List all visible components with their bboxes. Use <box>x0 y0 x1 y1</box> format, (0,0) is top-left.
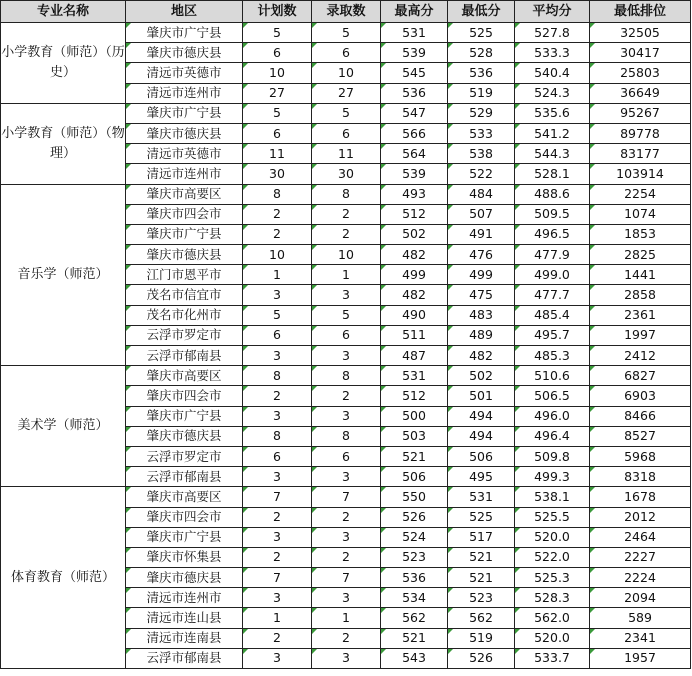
admitted-cell: 1 <box>312 265 381 285</box>
min-rank-cell: 2227 <box>590 547 691 567</box>
region-cell: 江门市恩平市 <box>126 265 243 285</box>
max-score-cell: 521 <box>381 628 448 648</box>
avg-score-cell: 528.3 <box>515 588 590 608</box>
planned-cell: 8 <box>243 366 312 386</box>
major-name-cell: 小学教育（师范）（历史） <box>1 23 126 104</box>
planned-cell: 2 <box>243 507 312 527</box>
admitted-cell: 3 <box>312 648 381 668</box>
avg-score-cell: 540.4 <box>515 63 590 83</box>
max-score-cell: 511 <box>381 325 448 345</box>
planned-cell: 2 <box>243 204 312 224</box>
planned-cell: 2 <box>243 628 312 648</box>
min-rank-cell: 1441 <box>590 265 691 285</box>
admitted-cell: 2 <box>312 386 381 406</box>
table-row <box>1 103 691 123</box>
avg-score-cell: 535.6 <box>515 103 590 123</box>
max-score-cell: 502 <box>381 224 448 244</box>
region-cell: 肇庆市德庆县 <box>126 43 243 63</box>
admitted-cell: 5 <box>312 23 381 43</box>
region-cell: 清远市连州市 <box>126 164 243 184</box>
max-score-cell: 531 <box>381 366 448 386</box>
region-cell: 云浮市郁南县 <box>126 648 243 668</box>
planned-cell: 3 <box>243 406 312 426</box>
planned-cell: 6 <box>243 446 312 466</box>
min-rank-cell: 32505 <box>590 23 691 43</box>
max-score-cell: 523 <box>381 547 448 567</box>
region-cell: 肇庆市高要区 <box>126 366 243 386</box>
min-score-cell: 484 <box>448 184 515 204</box>
avg-score-cell: 499.0 <box>515 265 590 285</box>
table-row <box>1 23 691 43</box>
min-score-cell: 475 <box>448 285 515 305</box>
planned-cell: 1 <box>243 608 312 628</box>
max-score-cell: 487 <box>381 346 448 366</box>
header-row <box>1 1 691 23</box>
region-cell: 清远市连南县 <box>126 628 243 648</box>
min-rank-cell: 25803 <box>590 63 691 83</box>
min-score-cell: 519 <box>448 628 515 648</box>
avg-score-cell: 477.9 <box>515 245 590 265</box>
avg-score-cell: 520.0 <box>515 628 590 648</box>
planned-cell: 6 <box>243 325 312 345</box>
min-score-cell: 476 <box>448 245 515 265</box>
min-rank-cell: 2464 <box>590 527 691 547</box>
min-rank-cell: 30417 <box>590 43 691 63</box>
min-score-cell: 519 <box>448 83 515 103</box>
avg-score-cell: 533.7 <box>515 648 590 668</box>
admitted-cell: 30 <box>312 164 381 184</box>
max-score-cell: 539 <box>381 43 448 63</box>
min-rank-cell: 2254 <box>590 184 691 204</box>
header-region: 地区 <box>126 1 243 23</box>
planned-cell: 2 <box>243 386 312 406</box>
region-cell: 肇庆市广宁县 <box>126 406 243 426</box>
min-score-cell: 499 <box>448 265 515 285</box>
max-score-cell: 536 <box>381 83 448 103</box>
region-cell: 云浮市罗定市 <box>126 446 243 466</box>
min-rank-cell: 95267 <box>590 103 691 123</box>
min-rank-cell: 2412 <box>590 346 691 366</box>
admitted-cell: 5 <box>312 103 381 123</box>
admitted-cell: 3 <box>312 406 381 426</box>
admitted-cell: 2 <box>312 204 381 224</box>
planned-cell: 3 <box>243 346 312 366</box>
min-rank-cell: 1074 <box>590 204 691 224</box>
table-row <box>1 366 691 386</box>
admitted-cell: 5 <box>312 305 381 325</box>
region-cell: 肇庆市广宁县 <box>126 23 243 43</box>
min-rank-cell: 83177 <box>590 144 691 164</box>
avg-score-cell: 544.3 <box>515 144 590 164</box>
min-score-cell: 502 <box>448 366 515 386</box>
admitted-cell: 2 <box>312 547 381 567</box>
min-rank-cell: 1853 <box>590 224 691 244</box>
min-rank-cell: 2341 <box>590 628 691 648</box>
max-score-cell: 545 <box>381 63 448 83</box>
planned-cell: 3 <box>243 527 312 547</box>
planned-cell: 10 <box>243 63 312 83</box>
max-score-cell: 521 <box>381 446 448 466</box>
header-avg-score: 平均分 <box>515 1 590 23</box>
region-cell: 肇庆市广宁县 <box>126 527 243 547</box>
max-score-cell: 539 <box>381 164 448 184</box>
max-score-cell: 482 <box>381 245 448 265</box>
max-score-cell: 526 <box>381 507 448 527</box>
max-score-cell: 500 <box>381 406 448 426</box>
avg-score-cell: 496.0 <box>515 406 590 426</box>
region-cell: 云浮市郁南县 <box>126 467 243 487</box>
min-rank-cell: 36649 <box>590 83 691 103</box>
avg-score-cell: 499.3 <box>515 467 590 487</box>
planned-cell: 27 <box>243 83 312 103</box>
region-cell: 肇庆市四会市 <box>126 386 243 406</box>
region-cell: 肇庆市德庆县 <box>126 123 243 143</box>
min-rank-cell: 1678 <box>590 487 691 507</box>
min-rank-cell: 2012 <box>590 507 691 527</box>
max-score-cell: 564 <box>381 144 448 164</box>
admitted-cell: 6 <box>312 325 381 345</box>
region-cell: 肇庆市怀集县 <box>126 547 243 567</box>
min-score-cell: 501 <box>448 386 515 406</box>
planned-cell: 11 <box>243 144 312 164</box>
region-cell: 肇庆市广宁县 <box>126 103 243 123</box>
planned-cell: 30 <box>243 164 312 184</box>
max-score-cell: 534 <box>381 588 448 608</box>
admitted-cell: 6 <box>312 446 381 466</box>
min-score-cell: 494 <box>448 426 515 446</box>
avg-score-cell: 538.1 <box>515 487 590 507</box>
max-score-cell: 499 <box>381 265 448 285</box>
min-score-cell: 525 <box>448 23 515 43</box>
region-cell: 肇庆市德庆县 <box>126 426 243 446</box>
max-score-cell: 506 <box>381 467 448 487</box>
admitted-cell: 3 <box>312 346 381 366</box>
max-score-cell: 536 <box>381 568 448 588</box>
region-cell: 清远市连州市 <box>126 588 243 608</box>
min-rank-cell: 8527 <box>590 426 691 446</box>
max-score-cell: 543 <box>381 648 448 668</box>
min-score-cell: 482 <box>448 346 515 366</box>
min-score-cell: 538 <box>448 144 515 164</box>
region-cell: 云浮市罗定市 <box>126 325 243 345</box>
planned-cell: 3 <box>243 588 312 608</box>
major-name-cell: 美术学（师范） <box>1 366 126 487</box>
admitted-cell: 1 <box>312 608 381 628</box>
planned-cell: 5 <box>243 23 312 43</box>
min-rank-cell: 1957 <box>590 648 691 668</box>
planned-cell: 5 <box>243 305 312 325</box>
admitted-cell: 10 <box>312 63 381 83</box>
planned-cell: 6 <box>243 123 312 143</box>
max-score-cell: 547 <box>381 103 448 123</box>
region-cell: 清远市英德市 <box>126 144 243 164</box>
admitted-cell: 3 <box>312 527 381 547</box>
min-score-cell: 506 <box>448 446 515 466</box>
min-score-cell: 489 <box>448 325 515 345</box>
admitted-cell: 2 <box>312 628 381 648</box>
planned-cell: 3 <box>243 648 312 668</box>
planned-cell: 3 <box>243 467 312 487</box>
min-rank-cell: 5968 <box>590 446 691 466</box>
region-cell: 清远市连州市 <box>126 83 243 103</box>
min-rank-cell: 2858 <box>590 285 691 305</box>
avg-score-cell: 527.8 <box>515 23 590 43</box>
min-score-cell: 495 <box>448 467 515 487</box>
planned-cell: 8 <box>243 426 312 446</box>
region-cell: 肇庆市高要区 <box>126 184 243 204</box>
table-row <box>1 487 691 507</box>
min-score-cell: 507 <box>448 204 515 224</box>
avg-score-cell: 533.3 <box>515 43 590 63</box>
admitted-cell: 7 <box>312 487 381 507</box>
admitted-cell: 3 <box>312 285 381 305</box>
avg-score-cell: 496.4 <box>515 426 590 446</box>
admitted-cell: 7 <box>312 568 381 588</box>
region-cell: 云浮市郁南县 <box>126 346 243 366</box>
avg-score-cell: 485.4 <box>515 305 590 325</box>
table-body <box>1 23 691 669</box>
header-max-score: 最高分 <box>381 1 448 23</box>
min-score-cell: 491 <box>448 224 515 244</box>
admitted-cell: 10 <box>312 245 381 265</box>
min-score-cell: 523 <box>448 588 515 608</box>
major-name-cell: 音乐学（师范） <box>1 184 126 366</box>
avg-score-cell: 509.5 <box>515 204 590 224</box>
admitted-cell: 2 <box>312 224 381 244</box>
min-rank-cell: 6903 <box>590 386 691 406</box>
planned-cell: 7 <box>243 487 312 507</box>
admitted-cell: 27 <box>312 83 381 103</box>
max-score-cell: 524 <box>381 527 448 547</box>
min-rank-cell: 8318 <box>590 467 691 487</box>
avg-score-cell: 525.5 <box>515 507 590 527</box>
avg-score-cell: 510.6 <box>515 366 590 386</box>
min-score-cell: 562 <box>448 608 515 628</box>
min-rank-cell: 2094 <box>590 588 691 608</box>
min-rank-cell: 6827 <box>590 366 691 386</box>
avg-score-cell: 488.6 <box>515 184 590 204</box>
header-min-rank: 最低排位 <box>590 1 691 23</box>
min-score-cell: 528 <box>448 43 515 63</box>
admitted-cell: 6 <box>312 123 381 143</box>
avg-score-cell: 496.5 <box>515 224 590 244</box>
region-cell: 茂名市信宜市 <box>126 285 243 305</box>
avg-score-cell: 477.7 <box>515 285 590 305</box>
min-rank-cell: 8466 <box>590 406 691 426</box>
avg-score-cell: 509.8 <box>515 446 590 466</box>
major-name-cell: 小学教育（师范）（物理） <box>1 103 126 184</box>
region-cell: 清远市连山县 <box>126 608 243 628</box>
planned-cell: 8 <box>243 184 312 204</box>
min-score-cell: 531 <box>448 487 515 507</box>
admitted-cell: 8 <box>312 366 381 386</box>
region-cell: 肇庆市广宁县 <box>126 224 243 244</box>
avg-score-cell: 524.3 <box>515 83 590 103</box>
header-admitted: 录取数 <box>312 1 381 23</box>
min-rank-cell: 1997 <box>590 325 691 345</box>
region-cell: 清远市英德市 <box>126 63 243 83</box>
admitted-cell: 3 <box>312 588 381 608</box>
max-score-cell: 550 <box>381 487 448 507</box>
avg-score-cell: 541.2 <box>515 123 590 143</box>
avg-score-cell: 562.0 <box>515 608 590 628</box>
min-score-cell: 529 <box>448 103 515 123</box>
major-name-cell: 体育教育（师范） <box>1 487 126 669</box>
max-score-cell: 531 <box>381 23 448 43</box>
header-planned: 计划数 <box>243 1 312 23</box>
avg-score-cell: 506.5 <box>515 386 590 406</box>
planned-cell: 2 <box>243 547 312 567</box>
max-score-cell: 512 <box>381 204 448 224</box>
admitted-cell: 2 <box>312 507 381 527</box>
max-score-cell: 562 <box>381 608 448 628</box>
min-rank-cell: 89778 <box>590 123 691 143</box>
admitted-cell: 6 <box>312 43 381 63</box>
region-cell: 肇庆市四会市 <box>126 204 243 224</box>
min-score-cell: 521 <box>448 547 515 567</box>
planned-cell: 1 <box>243 265 312 285</box>
min-score-cell: 522 <box>448 164 515 184</box>
avg-score-cell: 522.0 <box>515 547 590 567</box>
planned-cell: 3 <box>243 285 312 305</box>
avg-score-cell: 520.0 <box>515 527 590 547</box>
admitted-cell: 8 <box>312 184 381 204</box>
min-rank-cell: 103914 <box>590 164 691 184</box>
admitted-cell: 11 <box>312 144 381 164</box>
max-score-cell: 566 <box>381 123 448 143</box>
avg-score-cell: 525.3 <box>515 568 590 588</box>
region-cell: 肇庆市四会市 <box>126 507 243 527</box>
planned-cell: 6 <box>243 43 312 63</box>
header-major: 专业名称 <box>1 1 126 23</box>
min-score-cell: 526 <box>448 648 515 668</box>
admitted-cell: 3 <box>312 467 381 487</box>
min-score-cell: 533 <box>448 123 515 143</box>
region-cell: 肇庆市高要区 <box>126 487 243 507</box>
max-score-cell: 512 <box>381 386 448 406</box>
min-score-cell: 483 <box>448 305 515 325</box>
region-cell: 茂名市化州市 <box>126 305 243 325</box>
min-score-cell: 521 <box>448 568 515 588</box>
planned-cell: 10 <box>243 245 312 265</box>
avg-score-cell: 495.7 <box>515 325 590 345</box>
max-score-cell: 490 <box>381 305 448 325</box>
header-min-score: 最低分 <box>448 1 515 23</box>
min-rank-cell: 589 <box>590 608 691 628</box>
min-score-cell: 494 <box>448 406 515 426</box>
min-rank-cell: 2825 <box>590 245 691 265</box>
max-score-cell: 503 <box>381 426 448 446</box>
avg-score-cell: 528.1 <box>515 164 590 184</box>
max-score-cell: 482 <box>381 285 448 305</box>
min-rank-cell: 2361 <box>590 305 691 325</box>
min-rank-cell: 2224 <box>590 568 691 588</box>
planned-cell: 2 <box>243 224 312 244</box>
max-score-cell: 493 <box>381 184 448 204</box>
min-score-cell: 517 <box>448 527 515 547</box>
avg-score-cell: 485.3 <box>515 346 590 366</box>
min-score-cell: 536 <box>448 63 515 83</box>
region-cell: 肇庆市德庆县 <box>126 245 243 265</box>
admitted-cell: 8 <box>312 426 381 446</box>
min-score-cell: 525 <box>448 507 515 527</box>
region-cell: 肇庆市德庆县 <box>126 568 243 588</box>
table-row <box>1 184 691 204</box>
planned-cell: 7 <box>243 568 312 588</box>
planned-cell: 5 <box>243 103 312 123</box>
